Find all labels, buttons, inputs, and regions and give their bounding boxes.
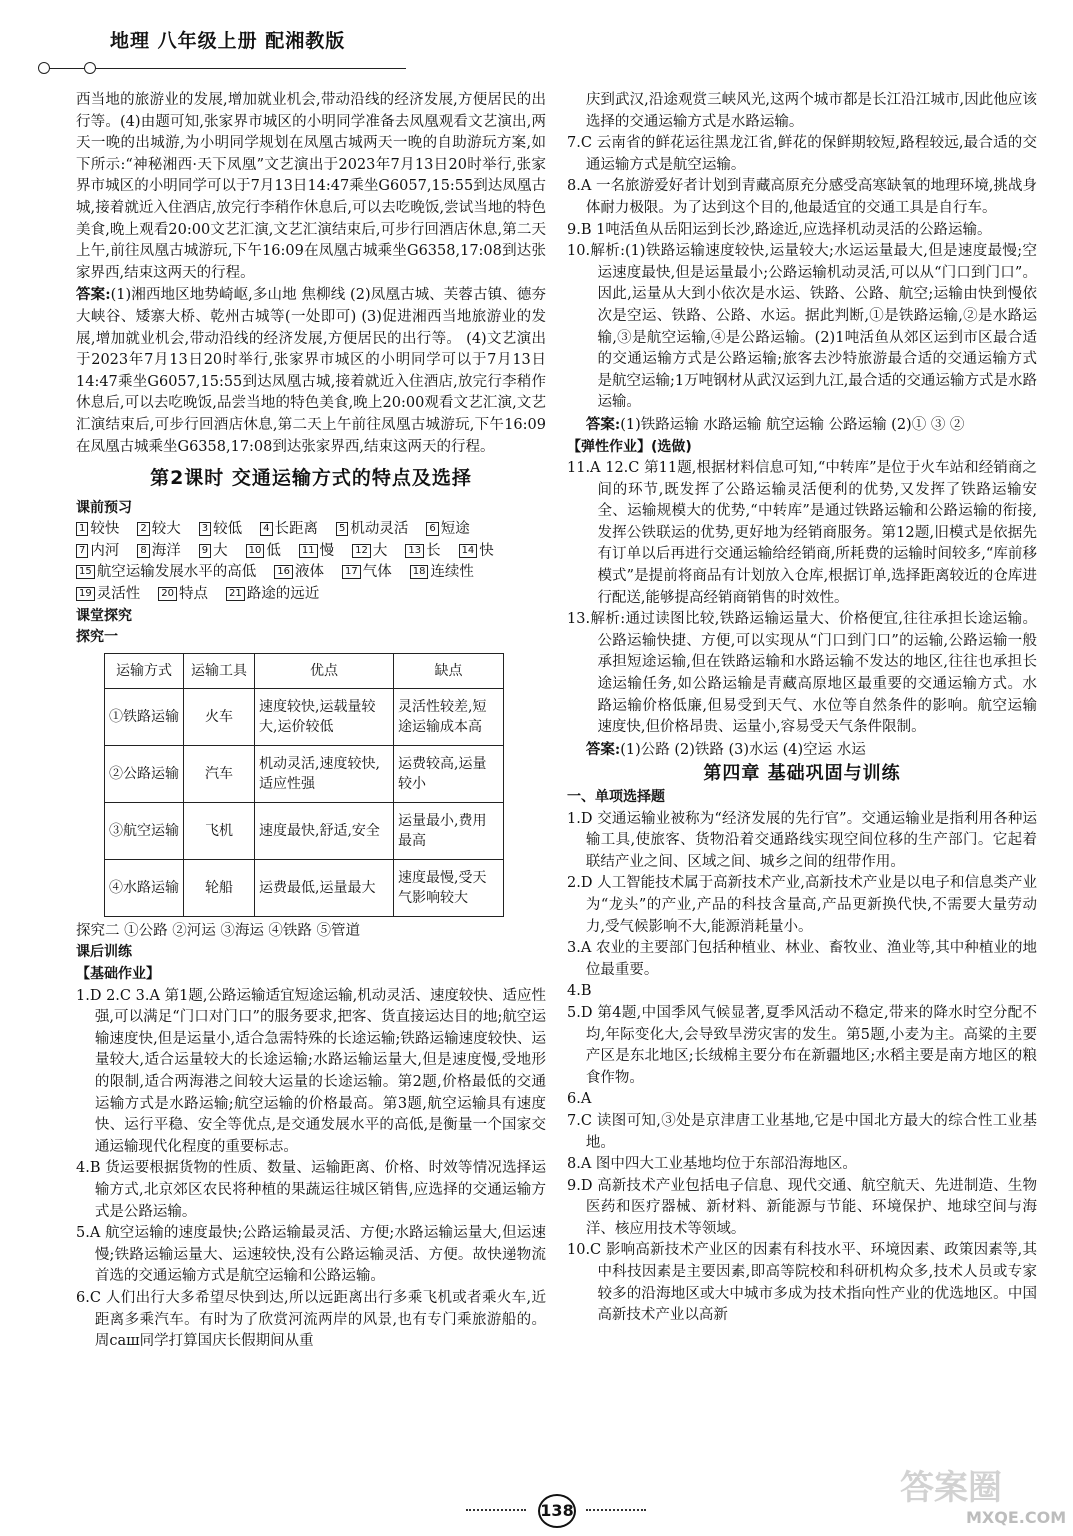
preview-item	[226, 584, 319, 606]
transport-table	[104, 653, 504, 917]
list-item: 13.解析:通过读图比较,铁路运输运量大、价格便宜,往往承担长途运输。公路运输快捷、方便,可以实现从“门口到门口”的运输,公路运输一般承担短途运输,但在铁路运输和水路运输不发达的地区,往往也承担长途运输任务,如公路运输是青藏高原地区最重要的交通运输方式。水路运输价格低廉,但易受到天气、水位等自然条件的影响。航空运输速度快,但价格昂贵、运量小,容易受天气条件限制。	[567, 611, 1037, 736]
table-header: 缺点	[394, 653, 504, 688]
elastic-homework-tag: 【弹性作业】(选做)	[567, 438, 692, 455]
preview-item	[299, 541, 334, 563]
class-heading: 课堂探究	[76, 607, 132, 624]
table-cell: 运量最小,费用最高	[394, 802, 504, 859]
list-item: 7.C 云南省的鲜花运往黑龙江省,鲜花的保鲜期较短,路程较远,最合适的交通运输方式是航空运输。	[567, 135, 1037, 173]
preview-item	[405, 541, 440, 563]
intro-paragraph: 西当地的旅游业的发展,增加就业机会,带动沿线的经济发展,方便居民的出行等。(4)由题可知,张家界市城区的小明同学准备去凤凰观看文艺演出,两天一晚的出城游,为小明同学规划在凤凰古城两天一晚的自助游玩方案,如下所示:“神秘湘西·天下凤凰”文艺演出于2023年7月13日20时举行,张家界市城区的小明同学可以于7月13日14:47乘坐G6057,15:55到达凤凰古城,接着就近入住酒店,放完行李稍作休息后,可以去吃晚饭,尝试当地的特色美食,晚上观看20:00文艺汇演,文艺汇演结束后,可步行回酒店休息,第二天上午,前往凤凰古城游玩,下午16:09在凤凰古城乘坐G6358,17:08到达张家界西,结束这两天的行程。	[76, 92, 546, 281]
table-row	[105, 802, 504, 859]
preview-item-number: 16	[274, 565, 293, 579]
list-item: 6.A	[567, 1091, 592, 1108]
preview-item	[76, 584, 140, 606]
table-row	[105, 859, 504, 916]
preview-item	[76, 519, 119, 541]
preview-item-number: 19	[76, 587, 95, 601]
preview-item-text: 较低	[213, 521, 243, 538]
preview-item-number: 12	[352, 544, 371, 558]
preview-item	[352, 541, 387, 563]
list-item: 1.D 交通运输业被称为“经济发展的先行官”。交通运输业是指利用各种运输工具,使旅客、货物沿着交通路线实现空间位移的生产部门。它起着联结产业之间、区域之间、城乡之间的纽带作用。	[567, 810, 1037, 870]
preview-item	[199, 541, 228, 563]
right-column	[567, 90, 1037, 1327]
preview-heading: 课前预习	[76, 499, 132, 516]
preview-item-number: 13	[405, 544, 424, 558]
list-item: 10.C 影响高新技术产业区的因素有科技水平、环境因素、政策因素等,其中科技因素是主要因素,即高等院校和科研机构众多,技术人员或专家较多的沿海地区或大中城市多成为技术指向性产业的优选地区。中国高新技术产业以高新	[567, 1242, 1037, 1324]
list-item: 2.D 人工智能技术属于高新技术产业,高新技术产业是以电子和信息类产业为“龙头”的产业,产品的科技含量高,产品更新换代快,不需要大量劳动力,受气候影响不大,能源消耗量小。	[567, 875, 1037, 935]
answer-label: 答案:	[585, 740, 621, 758]
table-cell: ③航空运输	[105, 802, 184, 859]
table-cell: ②公路运输	[105, 745, 184, 802]
table-cell: 机动灵活,速度较快,适应性强	[255, 745, 394, 802]
preview-item-number: 5	[336, 522, 348, 536]
header-circle-left-icon	[38, 62, 50, 74]
preview-item-number: 6	[426, 522, 438, 536]
table-cell: ④水路运输	[105, 859, 184, 916]
list-item: 5.A 航空运输的速度最快;公路运输最灵活、方便;水路运输运量大,但运速慢;铁路运输运量大、运速较快,没有公路运输灵活、方便。故快递物流首选的交通运输方式是航空运输和公路运输。	[76, 1225, 546, 1285]
preview-item	[76, 541, 119, 563]
table-cell: 飞机	[184, 802, 255, 859]
list-item: 4.B 货运要根据货物的性质、数量、运输距离、价格、时效等情况选择运输方式,北京郊区农民将种植的果蔬运往城区销售,应选择的交通运输方式是公路运输。	[76, 1160, 546, 1220]
preview-item-number: 15	[76, 565, 95, 579]
book-title: 地理 八年级上册 配湘教版	[110, 30, 346, 52]
preview-item-text: 短途	[440, 521, 470, 538]
preview-item-text: 机动灵活	[350, 521, 409, 538]
left-column	[76, 90, 546, 1353]
list-item: 7.C 读图可知,③处是京津唐工业基地,它是中国北方最大的综合性工业基地。	[567, 1112, 1037, 1151]
preview-item	[410, 562, 474, 584]
explore1-label: 探究一	[76, 629, 118, 646]
preview-item	[426, 519, 469, 541]
answer-13	[567, 739, 1037, 762]
preview-item-number: 8	[137, 544, 149, 558]
preview-item-number: 10	[246, 544, 265, 558]
list-item: 11.A 12.C 第11题,根据材料信息可知,“中转库”是位于火车站和经销商之间的环节,既发挥了公路运输灵活便利的优势,又发挥了铁路运输安全、运输规模大的优势,“中转库”是通过铁路运输和公路运输的衔接,发挥公铁联运的优势,更好地为经销商服务。第12题,旧模式是依据先有订单以后再进行交通运输给经销商,所耗费的运输时间较多,“库前移模式”是提前将商品有计划放入仓库,根据订单,选择距离较近的仓库进行配送,能够提高经销商销售的时效性。	[567, 460, 1037, 606]
preview-item	[137, 519, 180, 541]
preview-item-text: 较快	[90, 521, 120, 538]
preview-item-text: 液体	[294, 564, 324, 581]
answer-label: 答案:	[76, 286, 111, 304]
answer-10	[567, 414, 1037, 437]
preview-item	[137, 541, 180, 563]
preview-item	[199, 519, 242, 541]
continued-paragraph: 庆到武汉,沿途观赏三峡风光,这两个城市都是长江沿江城市,因此他应该选择的交通运输方式是水路运输。	[585, 92, 1037, 130]
preview-item-number: 3	[199, 522, 211, 536]
section-title: 第2课时 交通运输方式的特点及选择	[150, 467, 472, 490]
list-item: 9.D 高新技术产业包括电子信息、现代交通、航空航天、先进制造、生物医药和医疗器械、新材料、新能源与节能、环境保护、地球空间与海洋、核应用技术等领域。	[567, 1177, 1037, 1237]
preview-item	[260, 519, 318, 541]
basic-homework-tag: 【基础作业】	[76, 966, 160, 983]
preview-item-number: 11	[299, 544, 318, 558]
preview-item-number: 21	[226, 587, 245, 601]
table-row	[105, 688, 504, 745]
table-cell: 运费较高,运量较小	[394, 745, 504, 802]
preview-item-number: 2	[137, 522, 149, 536]
table-cell: 灵活性较差,短途运输成本高	[394, 688, 504, 745]
list-item: 6.C 人们出行大多希望尽快到达,所以远距离出行多乘飞机或者乘火车,近距离多乘汽车。有时为了欣赏河流两岸的风景,也有专门乘旅游船的。周саш同学打算国庆长假期间从重	[76, 1289, 546, 1350]
header-circle-right-icon	[84, 62, 96, 74]
preview-item-text: 长	[426, 542, 441, 559]
preview-list	[76, 519, 546, 605]
preview-item-text: 航空运输发展水平的高低	[96, 564, 257, 581]
watermark-url: MXQE.COM	[966, 1508, 1067, 1527]
preview-item-text: 低	[266, 542, 281, 559]
preview-item-text: 大	[213, 542, 228, 559]
preview-item-text: 路途的远近	[246, 586, 320, 603]
list-item: 3.A 农业的主要部门包括种植业、林业、畜牧业、渔业等,其中种植业的地位最重要。	[567, 940, 1037, 978]
footer-dots-right	[586, 1509, 646, 1511]
table-cell: 速度最快,舒适,安全	[255, 802, 394, 859]
page-number: 138	[538, 1494, 576, 1528]
preview-item-text: 特点	[178, 586, 208, 603]
explore2-text: 探究二 ①公路 ②河运 ③海运 ④铁路 ⑤管道	[76, 922, 361, 939]
list-item: 4.B	[567, 983, 592, 1000]
preview-item-text: 快	[479, 542, 494, 559]
preview-item-text: 海洋	[151, 542, 181, 559]
preview-item-text: 慢	[319, 542, 335, 559]
preview-item-text: 大	[372, 542, 388, 559]
answer-text: (1)铁路运输 水路运输 航空运输 公路运输 (2)① ③ ②	[620, 416, 965, 433]
preview-item-number: 9	[199, 544, 211, 558]
table-cell: 火车	[184, 688, 255, 745]
table-cell: ①铁路运输	[105, 688, 184, 745]
single-choice-heading: 一、单项选择题	[567, 789, 665, 805]
answer-label: 答案:	[585, 415, 621, 433]
list-item: 5.D 第4题,中国季风气候显著,夏季风活动不稳定,带来的降水时空分配不均,年际变化大,会导致旱涝灾害的发生。第5题,小麦为主。高粱的主要产区是东北地区;长绒棉主要分布在新疆地区;水稻主要是南方地区的粮食作物。	[567, 1004, 1037, 1086]
preview-item-text: 内河	[90, 542, 120, 559]
preview-item-number: 20	[158, 587, 177, 601]
answer-paragraph	[76, 284, 546, 458]
list-item: 1.D 2.C 3.A 第1题,公路运输适宜短途运输,机动灵活、速度较快、适应性强,可以满足“门口对门口”的服务要求,把客、货直接运达目的地;航空运输速度快,但是运量小,适合急需特殊的长途运输;铁路运输速度较快、运量较大,适合运量较大的长途运输;水路运输运量大,但是速度慢,受地形的限制,适合两海港之间较大运量的长途运输。第2题,价格最低的交通运输方式是水路运输;航空运输的价格最高。第3题,航空运输具有速度快、运行平稳、安全等优点,是交通发展水平的高低,是衡量一个国家交通运输现代化程度的重要标志。	[76, 987, 546, 1155]
preview-item-number: 4	[260, 522, 272, 536]
table-cell: 速度最慢,受天气影响较大	[394, 859, 504, 916]
preview-item	[336, 519, 408, 541]
answer-text: (1)公路 (2)铁路 (3)水运 (4)空运 水运	[620, 741, 866, 758]
table-cell: 汽车	[184, 745, 255, 802]
chapter-title: 第四章 基础巩固与训练	[703, 763, 901, 785]
answer-text: (1)湘西地区地势崎岖,多山地 焦柳线 (2)凤凰古城、芙蓉古镇、德夯大峡谷、矮寨大桥、乾州古城等(一处即可) (3)促进湘西当地旅游业的发展,增加就业机会,带动沿线的经济发展,方便居民的出行等。 (4)文艺演出于2023年7月13日20时举行,张家界市城区的小明同学可以于7月13日14:47乘坐G6057,15:55到达凤凰古城,接着就近入住酒店,放完行李稍作休息后,可以去吃晚饭,品尝当地的特色美食,晚上20:00观看文艺汇演,文艺汇演结束后,可步行回酒店休息,第二天上午前往凤凰古城游玩,下午16:09在凤凰古城乘坐G6358,17:08到达张家界西,结束这两天的行程。	[76, 287, 546, 455]
table-cell: 轮船	[184, 859, 255, 916]
table-cell: 运费最低,运量最大	[255, 859, 394, 916]
preview-item	[246, 541, 281, 563]
table-header: 运输工具	[184, 653, 255, 688]
table-header: 运输方式	[105, 653, 184, 688]
preview-item-text: 较大	[151, 521, 181, 538]
table-cell: 速度较快,运载量较大,运价较低	[255, 688, 394, 745]
after-class-heading: 课后训练	[76, 944, 132, 961]
preview-item-number: 17	[342, 565, 361, 579]
preview-item-text: 灵活性	[96, 586, 141, 603]
page-header	[36, 20, 1036, 82]
list-item: 9.B 1吨活鱼从岳阳运到长沙,路途近,应选择机动灵活的公路运输。	[567, 221, 992, 238]
preview-item-number: 14	[459, 544, 478, 558]
preview-item	[459, 541, 494, 563]
table-header: 优点	[255, 653, 394, 688]
footer-dots-left	[466, 1509, 526, 1511]
preview-item-text: 连续性	[430, 564, 474, 581]
preview-item-text: 长距离	[274, 521, 318, 538]
preview-item-number: 7	[76, 544, 88, 558]
watermark-logo: 答案圈	[900, 1468, 1002, 1508]
preview-item-text: 气体	[362, 564, 392, 581]
preview-item	[158, 584, 208, 606]
preview-item-number: 1	[76, 522, 88, 536]
table-header-row	[105, 653, 504, 688]
list-item: 10.解析:(1)铁路运输速度较快,运量较大;水运运量最大,但是速度最慢;空运速度最快,但是运量最小;公路运输机动灵活,可以从“门口到门口”。因此,运量从大到小依次是水运、铁路、公路、航空;运输由快到慢依次是空运、铁路、公路、水运。据此判断,①是铁路运输,②是水路运输,③是航空运输,④是公路运输。(2)1吨活鱼从郊区运到市区最合适的交通运输方式是公路运输;旅客去沙特旅游最合适的交通运输方式是航空运输;1万吨钢材从武汉运到九江,最合适的交通运输方式是水路运输。	[567, 243, 1037, 411]
table-row	[105, 745, 504, 802]
preview-item	[76, 562, 256, 584]
preview-item	[274, 562, 324, 584]
header-rule	[46, 68, 406, 69]
preview-item	[342, 562, 392, 584]
preview-item-number: 18	[410, 565, 429, 579]
list-item: 8.A 一名旅游爱好者计划到青藏高原充分感受高寒缺氧的地理环境,挑战身体耐力极限。为了达到这个目的,他最适宜的交通工具是自行车。	[567, 178, 1037, 216]
list-item: 8.A 图中四大工业基地均位于东部沿海地区。	[567, 1156, 857, 1173]
